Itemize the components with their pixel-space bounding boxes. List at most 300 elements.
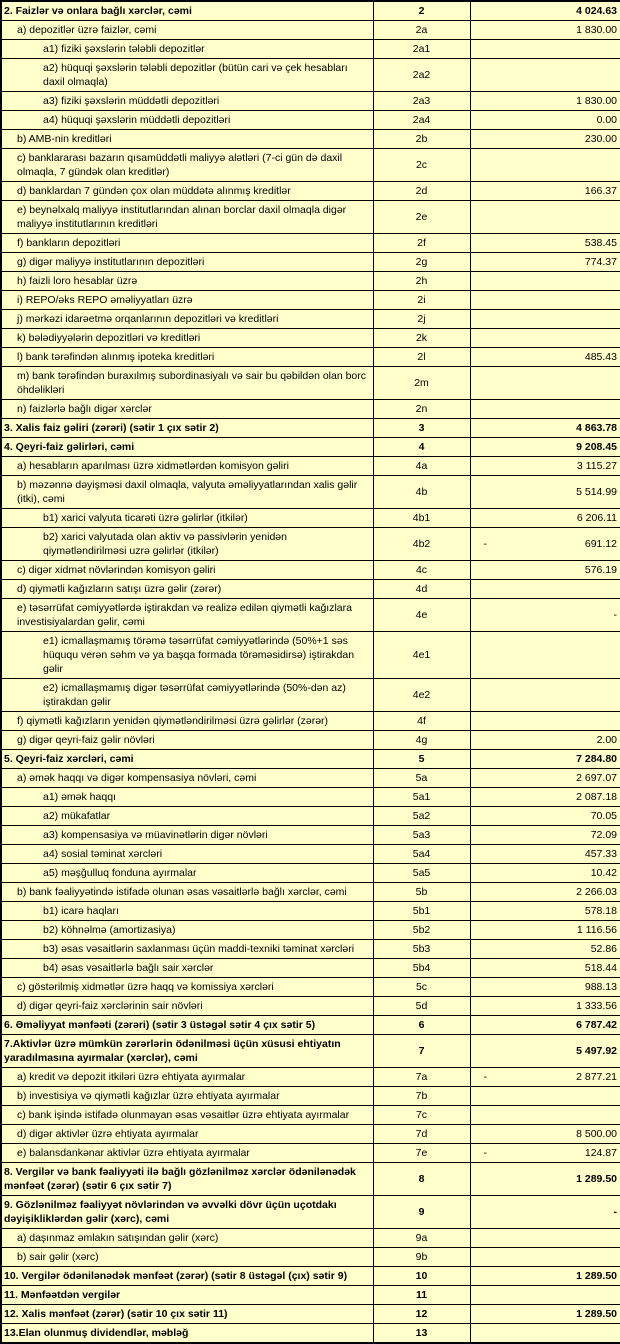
row-code: 6 xyxy=(373,1016,470,1035)
row-label: a2) hüquqi şəxslərin tələbli depozitlər (bütün cari və çek hesabları daxil olmaqla) xyxy=(1,59,373,92)
row-code: 2c xyxy=(373,149,470,182)
table-row xyxy=(1,561,620,580)
row-value-wrap xyxy=(474,828,618,842)
row-value-cell xyxy=(470,348,620,367)
table-row xyxy=(1,348,620,367)
row-code: 2l xyxy=(373,348,470,367)
row-value-cell xyxy=(470,111,620,130)
row-value-cell xyxy=(470,59,620,92)
row-label: a) hesabların aparılması üzrə xidmətlərdən komisyon gəliri xyxy=(1,457,373,476)
row-value: 3 115.27 xyxy=(576,460,617,472)
row-label: d) qiymətli kağızların satışı üzrə gəlir (zərər) xyxy=(1,580,373,599)
row-code: 5d xyxy=(373,997,470,1016)
row-code: 7e xyxy=(373,1144,470,1163)
row-value-cell xyxy=(470,438,620,457)
row-value-cell xyxy=(470,1035,620,1068)
row-code: 5a5 xyxy=(373,864,470,883)
table-row xyxy=(1,1125,620,1144)
row-label: b) sair gəlir (xərc) xyxy=(1,1248,373,1267)
row-value-cell xyxy=(470,329,620,348)
row-code: 5a1 xyxy=(373,788,470,807)
row-value-cell xyxy=(470,253,620,272)
row-value-wrap xyxy=(474,421,618,435)
row-code: 4e2 xyxy=(373,679,470,712)
row-label: a1) əmək haqqı xyxy=(1,788,373,807)
row-label: n) faizlərlə bağlı digər xərclər xyxy=(1,400,373,419)
row-code: 4e1 xyxy=(373,632,470,679)
row-label: a4) hüquqi şəxslərin müddətli depozitləri xyxy=(1,111,373,130)
row-value-cell xyxy=(470,291,620,310)
row-code: 5b3 xyxy=(373,940,470,959)
row-code: 4c xyxy=(373,561,470,580)
table-row xyxy=(1,679,620,712)
row-value-cell xyxy=(470,1248,620,1267)
row-code: 2j xyxy=(373,310,470,329)
table-row xyxy=(1,509,620,528)
table-row xyxy=(1,1286,620,1305)
row-code: 4g xyxy=(373,731,470,750)
row-value-wrap xyxy=(474,942,618,956)
row-value-wrap xyxy=(474,885,618,899)
row-value: 4 024.63 xyxy=(576,5,617,17)
row-value-cell xyxy=(470,1324,620,1344)
row-value-cell xyxy=(470,1087,620,1106)
row-code: 4e xyxy=(373,599,470,632)
row-code: 2b xyxy=(373,130,470,149)
row-code: 7c xyxy=(373,1106,470,1125)
row-code: 10 xyxy=(373,1267,470,1286)
row-value-wrap xyxy=(474,1044,618,1058)
row-label: 9. Gözlənilməz fəaliyyət növlərindən və əvvəlki dövr üçün uçotdakı dəyişikliklərdən gəlir (xərc), cəmi xyxy=(1,1196,373,1229)
table-row xyxy=(1,902,620,921)
table-row xyxy=(1,750,620,769)
row-value-wrap xyxy=(474,537,618,551)
row-code: 5a4 xyxy=(373,845,470,864)
row-value-cell xyxy=(470,1,620,21)
row-minus-sign: - xyxy=(483,1071,487,1083)
row-code: 2a2 xyxy=(373,59,470,92)
row-value-wrap xyxy=(474,459,618,473)
row-value-cell xyxy=(470,1106,620,1125)
row-label: 5. Qeyri-faiz xərcləri, cəmi xyxy=(1,750,373,769)
row-label: e) təsərrüfat cəmiyyətlərdə iştirakdan və realizə edilən qiymətli kağızlara investisiyalardan gəlir, cəmi xyxy=(1,599,373,632)
row-label: c) göstərilmiş xidmətlər üzrə haqq və komissiya xərcləri xyxy=(1,978,373,997)
row-code: 12 xyxy=(373,1305,470,1324)
row-code: 5c xyxy=(373,978,470,997)
row-value-cell xyxy=(470,902,620,921)
row-value: 72.09 xyxy=(590,829,617,841)
table-row xyxy=(1,769,620,788)
row-code: 7d xyxy=(373,1125,470,1144)
table-row xyxy=(1,978,620,997)
row-label: a4) sosial təminat xərcləri xyxy=(1,845,373,864)
row-label: b3) əsas vəsaitlərin saxlanması üçün maddi-texniki təminat xərcləri xyxy=(1,940,373,959)
row-value-cell xyxy=(470,788,620,807)
table-row xyxy=(1,1106,620,1125)
table-row xyxy=(1,788,620,807)
table-row xyxy=(1,921,620,940)
row-value-wrap xyxy=(474,1307,618,1321)
row-value-cell xyxy=(470,476,620,509)
row-label: a) depozitlər üzrə faizlər, cəmi xyxy=(1,21,373,40)
row-value: 518.44 xyxy=(584,962,617,974)
row-code: 2e xyxy=(373,201,470,234)
row-value-cell xyxy=(470,807,620,826)
row-value-wrap xyxy=(474,563,618,577)
row-code: 9a xyxy=(373,1229,470,1248)
row-value-cell xyxy=(470,864,620,883)
table-row xyxy=(1,599,620,632)
row-value-cell xyxy=(470,599,620,632)
row-label: b2) köhnəlmə (amortizasiya) xyxy=(1,921,373,940)
row-value-cell xyxy=(470,712,620,731)
row-code: 5a2 xyxy=(373,807,470,826)
row-label: a3) fiziki şəxslərin müddətli depozitləri xyxy=(1,92,373,111)
row-value-cell xyxy=(470,201,620,234)
row-value: 10.42 xyxy=(590,867,617,879)
row-value-wrap xyxy=(474,1205,618,1219)
table-row xyxy=(1,997,620,1016)
row-value-wrap xyxy=(474,511,618,525)
row-code: 4f xyxy=(373,712,470,731)
row-value-cell xyxy=(470,367,620,400)
row-value-cell xyxy=(470,997,620,1016)
row-code: 7b xyxy=(373,1087,470,1106)
table-row xyxy=(1,731,620,750)
row-value: 5 514.99 xyxy=(576,486,617,498)
row-value-wrap xyxy=(474,94,618,108)
table-row xyxy=(1,329,620,348)
row-value-wrap xyxy=(474,440,618,454)
row-code: 5b1 xyxy=(373,902,470,921)
row-value-wrap xyxy=(474,23,618,37)
table-row xyxy=(1,826,620,845)
row-code: 11 xyxy=(373,1286,470,1305)
table-row xyxy=(1,1267,620,1286)
row-label: b) investisiya və qiymətli kağızlar üzrə ehtiyata ayırmalar xyxy=(1,1087,373,1106)
table-row xyxy=(1,807,620,826)
table-row xyxy=(1,40,620,59)
table-row xyxy=(1,1248,620,1267)
row-value: 774.37 xyxy=(584,256,617,268)
row-value: 6 206.11 xyxy=(576,512,617,524)
table-row xyxy=(1,632,620,679)
row-value-wrap xyxy=(474,1018,618,1032)
table-row xyxy=(1,149,620,182)
row-label: 8. Vergilər və bank fəaliyyəti ilə bağlı gözlənilməz xərclər ödənilənədək mənfəət (zərər) (sətir 6 çıx sətir 7) xyxy=(1,1163,373,1196)
row-value-wrap xyxy=(474,752,618,766)
row-value: 7 284.80 xyxy=(576,753,617,765)
row-label: 10. Vergilər ödənilənədək mənfəət (zərər) (sətir 8 üstəgəl (çıx) sətir 9) xyxy=(1,1267,373,1286)
row-value: 1 333.56 xyxy=(576,1000,617,1012)
row-value-cell xyxy=(470,1267,620,1286)
row-value-wrap xyxy=(474,847,618,861)
row-label: a3) kompensasiya və müavinətlərin digər növləri xyxy=(1,826,373,845)
row-value-wrap xyxy=(474,184,618,198)
table-row xyxy=(1,111,620,130)
row-code: 2i xyxy=(373,291,470,310)
row-value-cell xyxy=(470,1229,620,1248)
row-value: 576.19 xyxy=(584,564,617,576)
row-value-cell xyxy=(470,400,620,419)
table-row xyxy=(1,419,620,438)
row-label: b2) xarici valyutada olan aktiv və passivlərin yenidən qiymətləndirilməsi uzrə gəlirlər (itkilər) xyxy=(1,528,373,561)
row-code: 2 xyxy=(373,1,470,21)
row-minus-sign: - xyxy=(483,538,487,550)
table-row xyxy=(1,438,620,457)
row-value-cell xyxy=(470,1286,620,1305)
row-value-wrap xyxy=(474,961,618,975)
row-value: 4 863.78 xyxy=(576,422,617,434)
row-value: 6 787.42 xyxy=(576,1019,617,1031)
row-value-cell xyxy=(470,750,620,769)
row-label: b) məzənnə dəyişməsi daxil olmaqla, valyuta əməliyyatlarından xalis gəlir (itki), cəmi xyxy=(1,476,373,509)
table-row xyxy=(1,883,620,902)
row-label: c) digər xidmət növlərindən komisyon gəliri xyxy=(1,561,373,580)
table-row xyxy=(1,1163,620,1196)
row-code: 2a xyxy=(373,21,470,40)
row-value: 1 289.50 xyxy=(576,1308,617,1320)
row-code: 2a1 xyxy=(373,40,470,59)
row-value: 8 500.00 xyxy=(576,1128,617,1140)
row-value-wrap xyxy=(474,790,618,804)
row-code: 9 xyxy=(373,1196,470,1229)
row-label: 7.Aktivlər üzrə mümkün zərərlərin ödənilməsi üçün xüsusi ehtiyatın yaradılmasına ayırmalar (xərclər), cəmi xyxy=(1,1035,373,1068)
row-value-wrap xyxy=(474,1070,618,1084)
table-row xyxy=(1,1144,620,1163)
row-label: b) bank fəaliyyətində istifadə olunan əsas vəsaitlərlə bağlı xərclər, cəmi xyxy=(1,883,373,902)
row-code: 2a4 xyxy=(373,111,470,130)
row-value-cell xyxy=(470,1163,620,1196)
row-value-wrap xyxy=(474,904,618,918)
row-value: 124.87 xyxy=(584,1147,617,1159)
row-value-wrap xyxy=(474,1146,618,1160)
row-value-wrap xyxy=(474,866,618,880)
table-row xyxy=(1,1196,620,1229)
row-value: 1 830.00 xyxy=(576,95,617,107)
row-value-cell xyxy=(470,731,620,750)
table-row xyxy=(1,1087,620,1106)
row-code: 7 xyxy=(373,1035,470,1068)
row-value-cell xyxy=(470,310,620,329)
row-value: 2 266.03 xyxy=(576,886,617,898)
row-value-cell xyxy=(470,149,620,182)
row-value-cell xyxy=(470,419,620,438)
row-label: j) mərkəzi idarəetmə orqanlarının depozitləri və kreditləri xyxy=(1,310,373,329)
row-code: 4d xyxy=(373,580,470,599)
row-value: 578.18 xyxy=(584,905,617,917)
row-label: l) bank tərəfindən alınmış ipoteka kreditləri xyxy=(1,348,373,367)
row-value: 5 497.92 xyxy=(576,1045,617,1057)
row-value-cell xyxy=(470,509,620,528)
row-value: 691.12 xyxy=(584,538,617,550)
row-label: e) beynəlxalq maliyyə institutlarından alınan borclar daxil olmaqla digər maliyyə institutlarının kreditləri xyxy=(1,201,373,234)
row-value-wrap xyxy=(474,923,618,937)
row-value-wrap xyxy=(474,980,618,994)
row-minus-sign: - xyxy=(483,1147,487,1159)
row-value-cell xyxy=(470,21,620,40)
row-code: 4 xyxy=(373,438,470,457)
table-row xyxy=(1,1016,620,1035)
row-code: 5a xyxy=(373,769,470,788)
row-value: 485.43 xyxy=(584,351,617,363)
table-row xyxy=(1,864,620,883)
table-row xyxy=(1,1324,620,1344)
row-value: 2 877.21 xyxy=(576,1071,617,1083)
row-value: 2.00 xyxy=(596,734,617,746)
row-label: a2) mükafatlar xyxy=(1,807,373,826)
row-value-wrap xyxy=(474,771,618,785)
table-row xyxy=(1,712,620,731)
row-code: 8 xyxy=(373,1163,470,1196)
row-value-wrap xyxy=(474,733,618,747)
row-value-wrap xyxy=(474,608,618,622)
table-row xyxy=(1,959,620,978)
row-value: 166.37 xyxy=(584,185,617,197)
row-value-cell xyxy=(470,92,620,111)
row-code: 2m xyxy=(373,367,470,400)
statement-table-body xyxy=(1,1,620,1343)
row-value-wrap xyxy=(474,236,618,250)
row-code: 2n xyxy=(373,400,470,419)
table-row xyxy=(1,291,620,310)
row-code: 2k xyxy=(373,329,470,348)
row-label: 3. Xalis faiz gəliri (zərəri) (sətir 1 çıx sətir 2) xyxy=(1,419,373,438)
row-value-cell xyxy=(470,679,620,712)
row-label: e2) icmallaşmamış digər təsərrüfat cəmiyyətlərində (50%-dən az) iştirakdan gəlir xyxy=(1,679,373,712)
row-value-cell xyxy=(470,1016,620,1035)
row-label: b) AMB-nin kreditləri xyxy=(1,130,373,149)
row-value: 230.00 xyxy=(584,133,617,145)
table-row xyxy=(1,1035,620,1068)
row-label: 2. Faizlər və onlara bağlı xərclər, cəmi xyxy=(1,1,373,21)
row-value-wrap xyxy=(474,485,618,499)
row-value-cell xyxy=(470,978,620,997)
row-value-cell xyxy=(470,40,620,59)
row-label: 12. Xalis mənfəət (zərər) (sətir 10 çıx sətir 11) xyxy=(1,1305,373,1324)
row-value-cell xyxy=(470,921,620,940)
row-code: 2d xyxy=(373,182,470,201)
table-row xyxy=(1,253,620,272)
row-code: 3 xyxy=(373,419,470,438)
row-value-wrap xyxy=(474,350,618,364)
row-value: - xyxy=(613,609,617,621)
row-code: 4b1 xyxy=(373,509,470,528)
table-row xyxy=(1,367,620,400)
row-value-cell xyxy=(470,1068,620,1087)
row-value-cell xyxy=(470,959,620,978)
row-value-wrap xyxy=(474,809,618,823)
table-row xyxy=(1,1,620,21)
row-label: i) REPO/əks REPO əməliyyatları üzrə xyxy=(1,291,373,310)
row-label: g) digər maliyyə institutlarının depozitləri xyxy=(1,253,373,272)
row-code: 2a3 xyxy=(373,92,470,111)
table-row xyxy=(1,845,620,864)
row-value-cell xyxy=(470,1125,620,1144)
row-label: a) əmək haqqı və digər kompensasiya növləri, cəmi xyxy=(1,769,373,788)
row-label: a) daşınmaz əmlakın satışından gəlir (xərc) xyxy=(1,1229,373,1248)
row-label: h) faizli loro hesablar üzrə xyxy=(1,272,373,291)
row-value-cell xyxy=(470,883,620,902)
row-code: 5b2 xyxy=(373,921,470,940)
table-row xyxy=(1,476,620,509)
table-row xyxy=(1,21,620,40)
table-row xyxy=(1,528,620,561)
row-code: 5b4 xyxy=(373,959,470,978)
table-row xyxy=(1,940,620,959)
row-value-cell xyxy=(470,826,620,845)
row-value-cell xyxy=(470,561,620,580)
row-value: 457.33 xyxy=(584,848,617,860)
row-value-cell xyxy=(470,845,620,864)
row-code: 5 xyxy=(373,750,470,769)
table-row xyxy=(1,234,620,253)
row-label: f) qiymətli kağızların yenidən qiymətləndirilməsi üzrə gəlirlər (zərər) xyxy=(1,712,373,731)
row-label: m) bank tərəfindən buraxılmış subordinasiyalı və sair bu qəbildən olan borc öhdəlikləri xyxy=(1,367,373,400)
row-value-wrap xyxy=(474,132,618,146)
row-value: 538.45 xyxy=(584,237,617,249)
row-value-cell xyxy=(470,130,620,149)
row-value-cell xyxy=(470,182,620,201)
table-row xyxy=(1,1068,620,1087)
table-row xyxy=(1,400,620,419)
row-value: 988.13 xyxy=(584,981,617,993)
row-label: a) kredit və depozit itkiləri üzrə ehtiyata ayırmalar xyxy=(1,1068,373,1087)
row-code: 13 xyxy=(373,1324,470,1344)
row-label: b1) icarə haqları xyxy=(1,902,373,921)
table-row xyxy=(1,1229,620,1248)
row-label: k) bələdiyyələrin depozitləri və kreditləri xyxy=(1,329,373,348)
row-code: 5b xyxy=(373,883,470,902)
row-value-cell xyxy=(470,528,620,561)
row-label: 11. Mənfəətdən vergilər xyxy=(1,1286,373,1305)
row-value-cell xyxy=(470,1196,620,1229)
row-value-cell xyxy=(470,580,620,599)
row-code: 9b xyxy=(373,1248,470,1267)
row-label: e1) icmallaşmamış törəmə təsərrüfat cəmiyyətlərində (50%+1 səs hüququ verən səhm və ya başqa formada törəməsidirsə) iştirakdan gəlir xyxy=(1,632,373,679)
row-label: c) banklararası bazarın qısamüddətli maliyyə alətləri (7-ci gün də daxil olmaqla, 7 gündək olan kreditlər) xyxy=(1,149,373,182)
row-value: 2 697.07 xyxy=(576,772,617,784)
row-label: c) bank işində istifadə olunmayan əsas vəsaitlər üzrə ehtiyata ayırmalar xyxy=(1,1106,373,1125)
row-value-cell xyxy=(470,769,620,788)
table-row xyxy=(1,92,620,111)
row-value: 1 830.00 xyxy=(576,24,617,36)
row-label: b1) xarici valyuta ticarəti üzrə gəlirlər (itkilər) xyxy=(1,509,373,528)
table-row xyxy=(1,182,620,201)
row-label: d) banklardan 7 gündən çox olan müddətə alınmış kreditlər xyxy=(1,182,373,201)
row-value-cell xyxy=(470,1144,620,1163)
row-value-cell xyxy=(470,940,620,959)
row-code: 2g xyxy=(373,253,470,272)
row-label: e) balansdankənar aktivlər üzrə ehtiyata ayırmalar xyxy=(1,1144,373,1163)
row-code: 4b xyxy=(373,476,470,509)
row-value: 1 289.50 xyxy=(576,1173,617,1185)
row-value: 2 087.18 xyxy=(576,791,617,803)
row-label: 4. Qeyri-faiz gəlirləri, cəmi xyxy=(1,438,373,457)
row-label: a5) məşğulluq fonduna ayırmalar xyxy=(1,864,373,883)
row-code: 4a xyxy=(373,457,470,476)
row-label: d) digər aktivlər üzrə ehtiyata ayırmalar xyxy=(1,1125,373,1144)
table-row xyxy=(1,580,620,599)
row-value: 52.86 xyxy=(590,943,617,955)
table-row xyxy=(1,457,620,476)
row-code: 5a3 xyxy=(373,826,470,845)
row-code: 4b2 xyxy=(373,528,470,561)
row-value-cell xyxy=(470,1305,620,1324)
row-label: d) digər qeyri-faiz xərclərinin sair növləri xyxy=(1,997,373,1016)
table-row xyxy=(1,130,620,149)
row-value-wrap xyxy=(474,113,618,127)
